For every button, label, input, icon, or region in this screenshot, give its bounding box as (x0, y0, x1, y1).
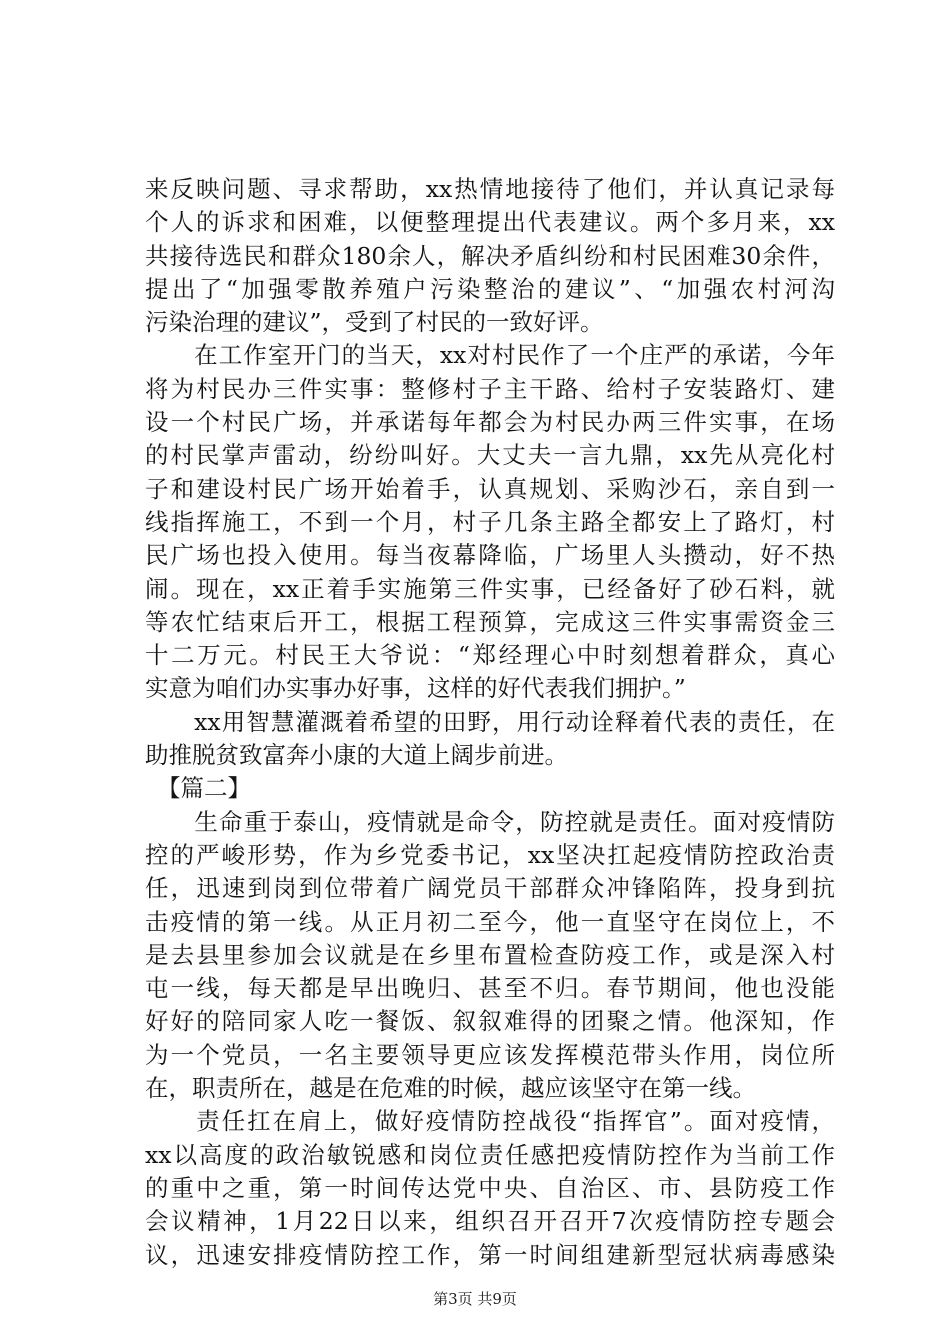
text-line: 击疫情的第一线。从正月初二至今，他一直坚守在岗位上，不 (145, 907, 835, 936)
text-line: 实意为咱们办实事办好事，这样的好代表我们拥护。” (145, 674, 686, 703)
text-line: 议，迅速安排疫情防控工作，第一时间组建新型冠状病毒感染 (145, 1240, 835, 1269)
text-line: 个人的诉求和困难，以便整理提出代表建议。两个多月来，xx (145, 208, 835, 237)
document-body (145, 173, 835, 1272)
section-title: 【篇二】 (157, 774, 251, 803)
page-footer: 第3页 共9页 (433, 1290, 517, 1308)
text-line: 会议精神，1月22日以来，组织召开召开7次疫情防控专题会 (145, 1207, 835, 1236)
text-line: 好好的陪同家人吃一餐饭、叙叙难得的团聚之情。他深知，作 (145, 1007, 835, 1036)
text-line: 共接待选民和群众180余人，解决矛盾纠纷和村民困难30余件， (145, 241, 835, 270)
text-line: 子和建设村民广场开始着手，认真规划、采购沙石，亲自到一 (145, 474, 835, 503)
paragraph-group-1 (145, 173, 835, 772)
text-line: 线指挥施工，不到一个月，村子几条主路全都安上了路灯，村 (145, 507, 835, 536)
paragraph-group-2 (145, 806, 835, 1272)
text-line: 是去县里参加会议就是在乡里布置检查防疫工作，或是深入村 (145, 940, 835, 969)
text-line: 民广场也投入使用。每当夜幕降临，广场里人头攒动，好不热 (145, 541, 835, 570)
text-line: 污染治理的建议”，受到了村民的一致好评。 (145, 308, 604, 337)
text-line: 在，职责所在，越是在危难的时候，越应该坚守在第一线。 (145, 1074, 756, 1103)
text-line: xx用智慧灌溉着希望的田野，用行动诠释着代表的责任，在 (145, 707, 835, 736)
text-line: 为一个党员，一名主要领导更应该发挥模范带头作用，岗位所 (145, 1040, 835, 1069)
text-line: 控的严峻形势，作为乡党委书记，xx坚决扛起疫情防控政治责 (145, 840, 835, 869)
text-line: 助推脱贫致富奔小康的大道上阔步前进。 (145, 741, 568, 770)
text-line: 将为村民办三件实事：整修村子主干路、给村子安装路灯、建 (145, 374, 835, 403)
text-line: 提出了“加强零散养殖户污染整治的建议”、“加强农村河沟 (145, 274, 835, 303)
text-line: 生命重于泰山，疫情就是命令，防控就是责任。面对疫情防 (145, 807, 835, 836)
text-line: 的重中之重，第一时间传达党中央、自治区、市、县防疫工作 (145, 1173, 835, 1202)
text-line: 任，迅速到岗到位带着广阔党员干部群众冲锋陷阵，投身到抗 (145, 874, 835, 903)
text-line: 在工作室开门的当天，xx对村民作了一个庄严的承诺，今年 (145, 341, 835, 370)
text-line: 闹。现在，xx正着手实施第三件实事，已经备好了砂石料，就 (145, 574, 835, 603)
text-line: 十二万元。村民王大爷说：“郑经理心中时刻想着群众，真心 (145, 641, 835, 670)
text-line: 设一个村民广场，并承诺每年都会为村民办两三件实事，在场 (145, 408, 835, 437)
text-line: 责任扛在肩上，做好疫情防控战役“指挥官”。面对疫情， (145, 1107, 835, 1136)
text-line: xx以高度的政治敏锐感和岗位责任感把疫情防控作为当前工作 (145, 1140, 835, 1169)
text-line: 屯一线，每天都是早出晚归、甚至不归。春节期间，他也没能 (145, 974, 835, 1003)
text-line: 等农忙结束后开工，根据工程预算，完成这三件实事需资金三 (145, 607, 835, 636)
text-line: 来反映问题、寻求帮助，xx热情地接待了他们，并认真记录每 (145, 175, 835, 203)
text-line: 的村民掌声雷动，纷纷叫好。大丈夫一言九鼎，xx先从亮化村 (145, 441, 835, 470)
